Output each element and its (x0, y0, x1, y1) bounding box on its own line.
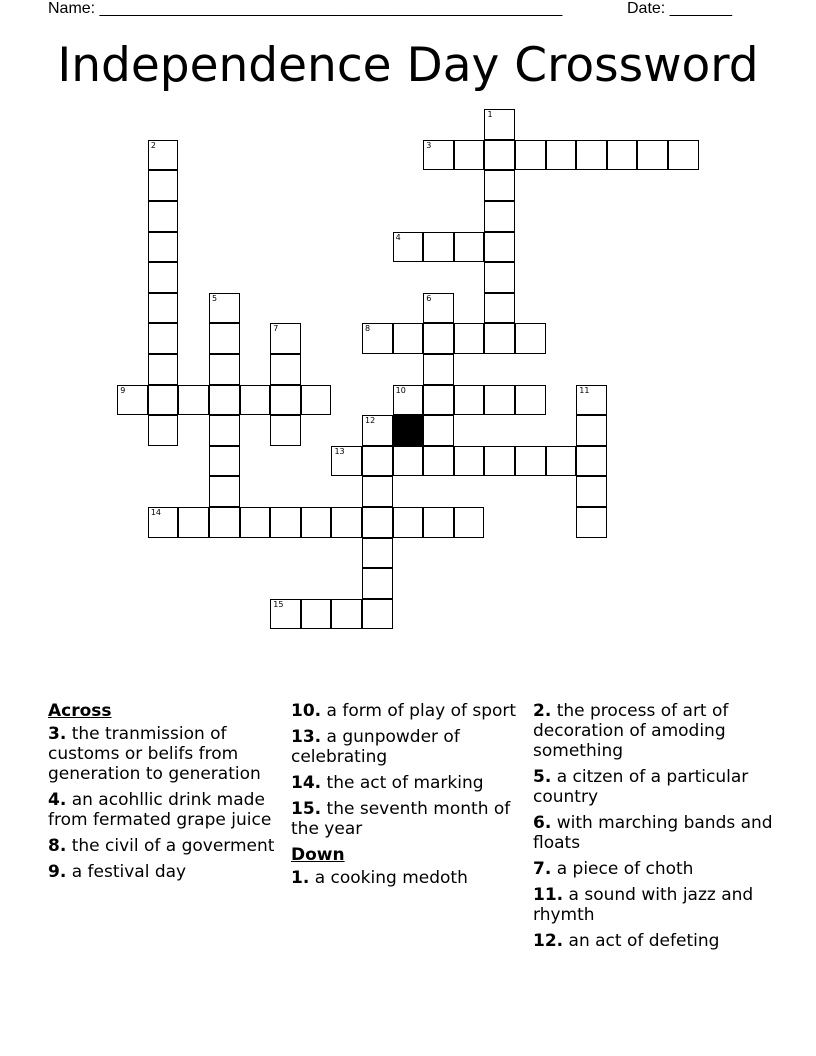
clue-text: a citzen of a particular country (533, 767, 749, 807)
clue-down-5 (533, 767, 773, 807)
grid-cell[interactable] (454, 507, 485, 538)
grid-cell[interactable] (423, 232, 454, 263)
grid-cell[interactable] (515, 323, 546, 354)
grid-cell[interactable] (148, 507, 179, 538)
clue-number-label: 14 (150, 508, 162, 518)
grid-cell[interactable] (454, 446, 485, 477)
grid-cell[interactable] (270, 415, 301, 446)
clue-number: 6. (533, 813, 552, 833)
grid-cell[interactable] (484, 109, 515, 140)
grid-cell[interactable] (362, 446, 393, 477)
date-field[interactable]: Date: _______ (627, 0, 732, 17)
grid-cell[interactable] (515, 140, 546, 171)
grid-cell[interactable] (423, 446, 454, 477)
grid-cell[interactable] (484, 140, 515, 171)
clue-down-1 (291, 868, 531, 888)
clue-number-label: 13 (334, 446, 345, 456)
grid-cell[interactable] (209, 415, 240, 446)
grid-cell[interactable] (484, 232, 515, 263)
grid-cell[interactable] (209, 293, 240, 324)
name-field[interactable]: Name: ____________________________________________________ (48, 0, 563, 17)
grid-cell-blocked (393, 415, 424, 446)
clue-number: 12. (533, 931, 564, 951)
grid-cell[interactable] (423, 385, 454, 416)
clue-number-label: 12 (365, 416, 376, 426)
clue-number-label: 4 (395, 232, 401, 242)
grid-cell[interactable] (454, 323, 485, 354)
grid-cell[interactable] (148, 354, 179, 385)
grid-cell[interactable] (270, 354, 301, 385)
clue-text: a festival day (71, 862, 187, 882)
grid-cell[interactable] (423, 323, 454, 354)
clue-across-3 (48, 724, 288, 784)
grid-cell[interactable] (117, 385, 148, 416)
clue-text: the act of marking (326, 773, 484, 793)
clue-number-label: 9 (120, 385, 126, 395)
grid-cell[interactable] (423, 415, 454, 446)
grid-cell[interactable] (209, 507, 240, 538)
grid-cell[interactable] (362, 538, 393, 569)
grid-cell[interactable] (484, 170, 515, 201)
clue-down-7 (533, 859, 773, 879)
grid-cell[interactable] (515, 446, 546, 477)
grid-cell[interactable] (209, 385, 240, 416)
grid-cell[interactable] (454, 385, 485, 416)
clue-across-15 (291, 799, 531, 839)
clue-number: 9. (48, 862, 67, 882)
grid-cell[interactable] (393, 446, 424, 477)
clue-number: 7. (533, 859, 552, 879)
clue-text: a sound with jazz and rhymth (533, 885, 754, 925)
clue-text: a gunpowder of celebrating (291, 727, 460, 767)
clue-number: 11. (533, 885, 564, 905)
grid-cell[interactable] (301, 385, 332, 416)
clues-column-1 (48, 701, 288, 888)
grid-cell[interactable] (178, 385, 209, 416)
grid-cell[interactable] (393, 507, 424, 538)
grid-cell[interactable] (515, 385, 546, 416)
grid-cell[interactable] (331, 599, 362, 630)
clue-number-label: 5 (212, 293, 218, 303)
grid-cell[interactable] (362, 507, 393, 538)
grid-cell[interactable] (301, 507, 332, 538)
grid-cell[interactable] (668, 140, 699, 171)
clue-across-4 (48, 790, 288, 830)
grid-cell[interactable] (209, 476, 240, 507)
grid-cell[interactable] (240, 507, 271, 538)
grid-cell[interactable] (607, 140, 638, 171)
clue-number: 13. (291, 727, 322, 747)
grid-cell[interactable] (576, 385, 607, 416)
clue-number: 15. (291, 799, 322, 819)
clue-number-label: 10 (395, 385, 406, 395)
clue-number: 1. (291, 868, 310, 888)
clue-number-label: 6 (426, 293, 432, 303)
grid-cell[interactable] (148, 293, 179, 324)
grid-cell[interactable] (270, 385, 301, 416)
grid-cell[interactable] (454, 232, 485, 263)
grid-cell[interactable] (484, 385, 515, 416)
across-heading: Across (48, 701, 112, 721)
clue-text: an acohllic drink made from fermated grape juice (48, 790, 272, 830)
clue-down-2 (533, 701, 773, 761)
grid-cell[interactable] (209, 354, 240, 385)
clue-down-11 (533, 885, 773, 925)
down-heading: Down (291, 845, 345, 865)
grid-cell[interactable] (576, 476, 607, 507)
grid-cell[interactable] (546, 446, 577, 477)
clue-down-6 (533, 813, 773, 853)
grid-cell[interactable] (148, 170, 179, 201)
grid-cell[interactable] (484, 201, 515, 232)
grid-cell[interactable] (393, 385, 424, 416)
clues-column-2 (291, 701, 531, 894)
grid-cell[interactable] (484, 323, 515, 354)
clue-across-8 (48, 836, 288, 856)
grid-cell[interactable] (423, 354, 454, 385)
grid-cell[interactable] (148, 385, 179, 416)
grid-cell[interactable] (454, 140, 485, 171)
clue-number: 4. (48, 790, 67, 810)
grid-cell[interactable] (270, 599, 301, 630)
clue-number-label: 11 (579, 385, 590, 395)
clue-number: 5. (533, 767, 552, 787)
clue-across-9 (48, 862, 288, 882)
grid-cell[interactable] (148, 415, 179, 446)
grid-cell[interactable] (393, 232, 424, 263)
grid-cell[interactable] (209, 446, 240, 477)
grid-cell[interactable] (423, 507, 454, 538)
grid-cell[interactable] (484, 262, 515, 293)
grid-cell[interactable] (576, 140, 607, 171)
clue-number-label: 3 (426, 140, 432, 150)
clue-number: 10. (291, 701, 322, 721)
page-title: Independence Day Crossword (57, 38, 759, 93)
grid-cell[interactable] (576, 446, 607, 477)
clue-number-label: 7 (273, 324, 279, 334)
clue-text: the civil of a goverment (71, 836, 275, 856)
grid-cell[interactable] (148, 201, 179, 232)
grid-cell[interactable] (362, 568, 393, 599)
clue-number: 2. (533, 701, 552, 721)
clue-text: the process of art of decoration of amoding something (533, 701, 729, 761)
grid-cell[interactable] (362, 599, 393, 630)
grid-cell[interactable] (148, 262, 179, 293)
grid-cell[interactable] (362, 415, 393, 446)
grid-cell[interactable] (546, 140, 577, 171)
grid-cell[interactable] (178, 507, 209, 538)
clue-number-label: 8 (365, 324, 371, 334)
grid-cell[interactable] (148, 232, 179, 263)
clue-text: with marching bands and floats (533, 813, 773, 853)
clue-text: an act of defeting (568, 931, 720, 951)
grid-cell[interactable] (576, 415, 607, 446)
grid-cell[interactable] (484, 293, 515, 324)
clue-number: 14. (291, 773, 322, 793)
clue-text: the tranmission of customs or belifs from generation to generation (48, 724, 261, 784)
grid-cell[interactable] (637, 140, 668, 171)
grid-cell[interactable] (423, 140, 454, 171)
grid-cell[interactable] (270, 323, 301, 354)
grid-cell[interactable] (331, 507, 362, 538)
clue-text: the seventh month of the year (291, 799, 511, 839)
grid-cell[interactable] (270, 507, 301, 538)
grid-cell[interactable] (148, 323, 179, 354)
grid-cell[interactable] (240, 385, 271, 416)
clue-text: a cooking medoth (314, 868, 468, 888)
clue-text: a form of play of sport (326, 701, 517, 721)
grid-cell[interactable] (423, 293, 454, 324)
clue-across-13 (291, 727, 531, 767)
clue-across-10 (291, 701, 531, 721)
grid-cell[interactable] (393, 323, 424, 354)
clue-across-14 (291, 773, 531, 793)
clue-number: 3. (48, 724, 67, 744)
grid-cell[interactable] (362, 323, 393, 354)
clue-number: 8. (48, 836, 67, 856)
grid-cell[interactable] (209, 323, 240, 354)
clues-column-3 (533, 701, 773, 957)
clue-number-label: 2 (150, 140, 156, 150)
grid-cell[interactable] (362, 476, 393, 507)
clue-text: a piece of choth (556, 859, 694, 879)
clue-down-12 (533, 931, 773, 951)
grid-cell[interactable] (331, 446, 362, 477)
grid-cell[interactable] (301, 599, 332, 630)
grid-cell[interactable] (484, 446, 515, 477)
grid-cell[interactable] (576, 507, 607, 538)
grid-cell[interactable] (148, 140, 179, 171)
clue-number-label: 15 (273, 599, 284, 609)
clue-number-label: 1 (487, 110, 493, 120)
